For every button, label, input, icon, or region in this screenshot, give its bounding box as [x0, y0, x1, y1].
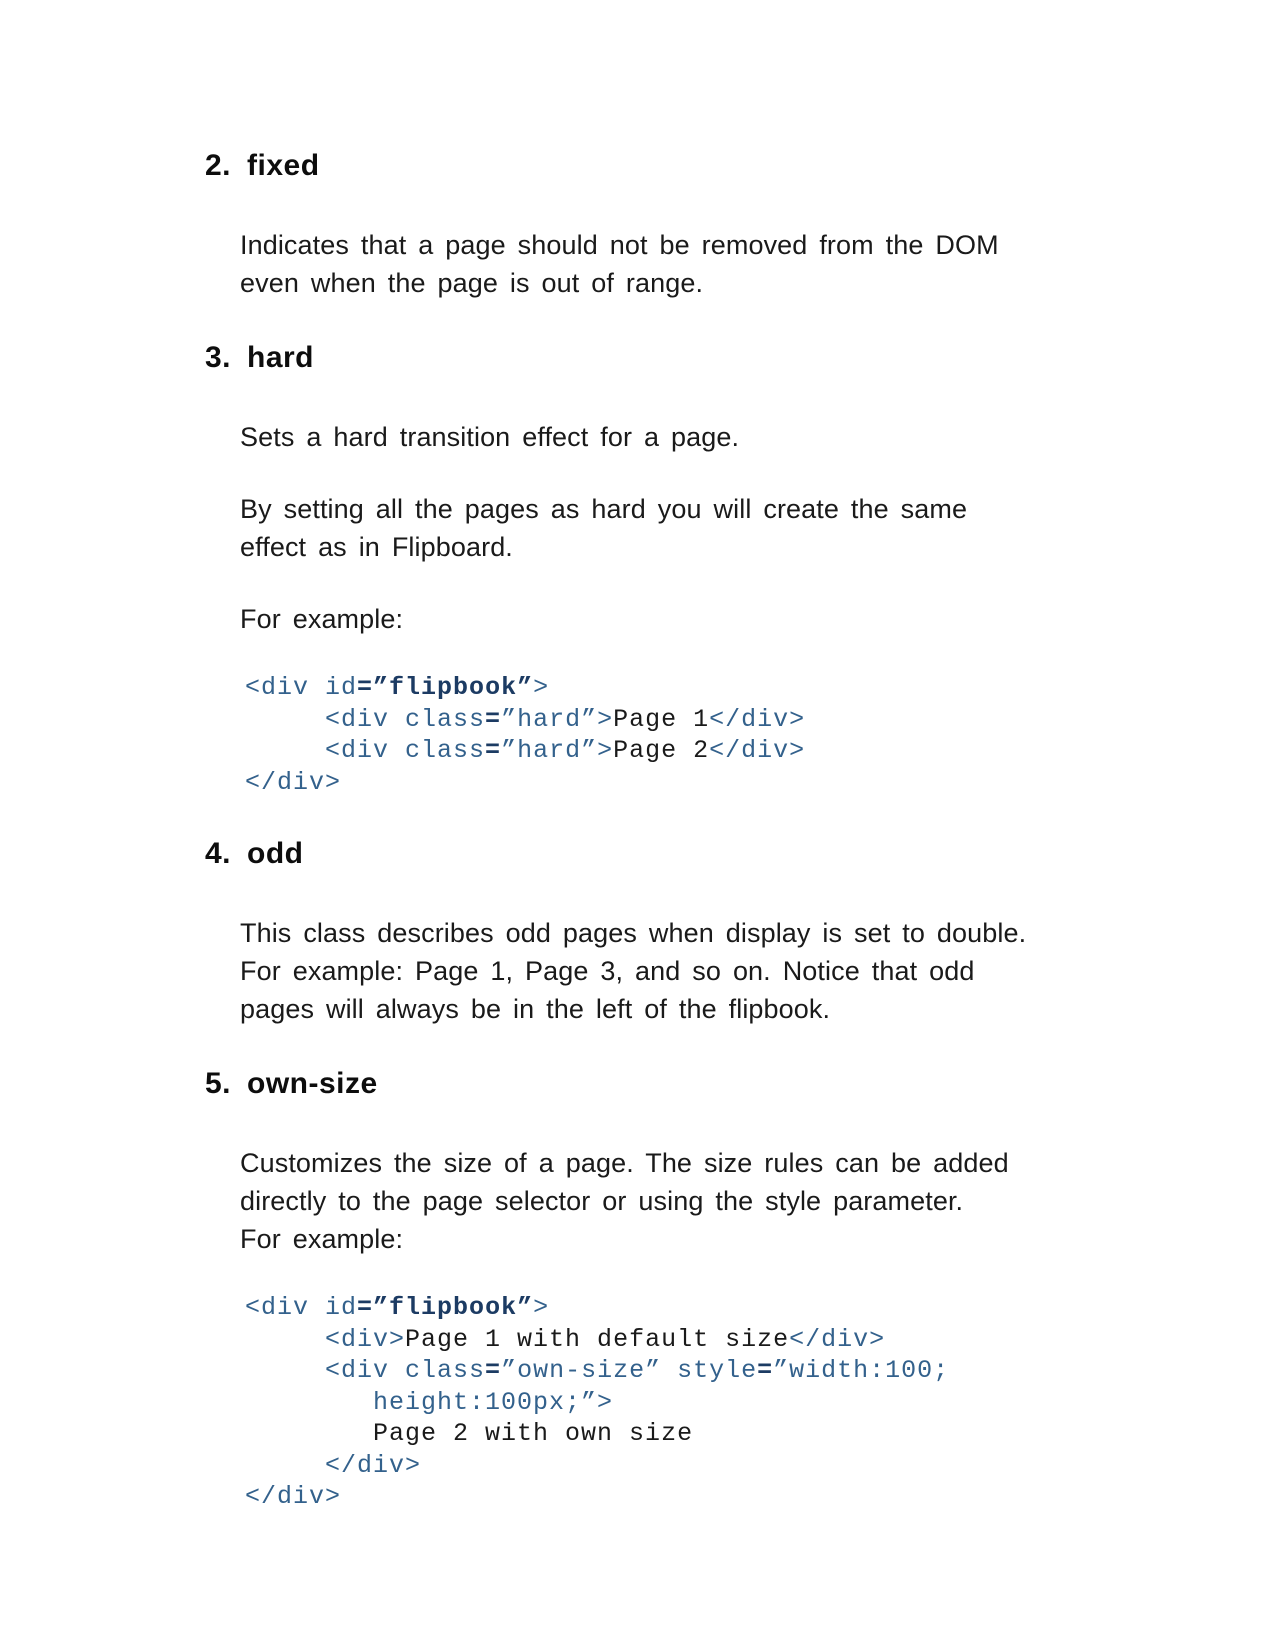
section-heading	[205, 148, 1125, 184]
code-token: Page 1 with default size	[405, 1324, 790, 1354]
code-line	[245, 1324, 1125, 1356]
code-token: <div id	[245, 673, 358, 702]
text-line: For example: Page 1, Page 3, and so on. Notice that odd	[240, 956, 975, 986]
code-token: ”flipbook”	[373, 673, 534, 702]
code-token: =	[357, 673, 374, 702]
code-token: <div class	[245, 1356, 486, 1385]
section-title: hard	[247, 341, 315, 374]
text-line: Sets a hard transition effect for a page.	[240, 422, 740, 452]
section-title: odd	[247, 837, 304, 870]
code-token: <div class	[245, 704, 486, 734]
code-block	[245, 672, 1125, 798]
code-line	[245, 672, 1125, 704]
section-title: fixed	[247, 149, 320, 182]
paragraph	[240, 1144, 1125, 1258]
section-fixed	[205, 148, 1125, 302]
code-token: Page 2	[613, 736, 710, 765]
code-token: Page 1	[613, 704, 710, 734]
code-token: <div>	[245, 1324, 406, 1354]
section-hard	[205, 340, 1125, 798]
text-line: Customizes the size of a page. The size rules can be added	[240, 1148, 1009, 1178]
code-line	[245, 1355, 1125, 1387]
code-line	[245, 767, 1125, 799]
paragraph	[240, 226, 1125, 302]
text-line: directly to the page selector or using the style parameter.	[240, 1186, 964, 1216]
paragraph	[240, 418, 1125, 456]
code-token: =	[485, 736, 502, 765]
text-line: effect as in Flipboard.	[240, 532, 513, 562]
section-heading	[205, 836, 1125, 872]
code-line	[245, 1387, 1125, 1419]
code-line	[245, 1292, 1125, 1324]
paragraph	[240, 490, 1125, 566]
code-token: <div class	[245, 736, 486, 765]
code-line	[245, 1450, 1125, 1482]
text-line: For example:	[240, 604, 404, 634]
code-token: >	[533, 673, 550, 702]
code-token: ”width:100;	[773, 1356, 950, 1385]
code-token: >	[533, 1293, 550, 1322]
code-token: =	[485, 1356, 502, 1385]
code-token: =	[485, 704, 502, 734]
section-number: 5.	[205, 1067, 232, 1100]
code-line	[245, 704, 1125, 736]
section-number: 4.	[205, 837, 232, 870]
code-token: </div>	[245, 1482, 342, 1511]
code-token: </div>	[789, 1324, 886, 1354]
code-token: ”hard”>	[501, 736, 614, 765]
code-line	[245, 1418, 1125, 1450]
code-token: =	[757, 1356, 774, 1385]
code-token: </div>	[245, 1450, 422, 1480]
code-token: <div id	[245, 1293, 358, 1322]
text-line: This class describes odd pages when display is set to double.	[240, 918, 1027, 948]
code-block	[245, 1292, 1125, 1513]
code-token: </div>	[245, 767, 342, 797]
text-line: even when the page is out of range.	[240, 268, 704, 298]
section-number: 2.	[205, 149, 232, 182]
text-line: pages will always be in the left of the flipbook.	[240, 994, 831, 1024]
section-odd	[205, 836, 1125, 1028]
code-line	[245, 735, 1125, 767]
section-heading	[205, 1066, 1125, 1102]
code-token: </div>	[709, 736, 806, 765]
section-title: own-size	[247, 1067, 378, 1100]
section-own-size	[205, 1066, 1125, 1513]
code-token: ”flipbook”	[373, 1293, 534, 1322]
paragraph	[240, 600, 1125, 638]
code-token: Page 2 with own size	[245, 1419, 694, 1448]
code-token: height:100px;”>	[245, 1387, 614, 1417]
code-token: ”hard”>	[501, 704, 614, 734]
text-line: For example:	[240, 1224, 404, 1254]
text-line: Indicates that a page should not be removed from the DOM	[240, 230, 999, 260]
code-token: =	[357, 1293, 374, 1322]
section-number: 3.	[205, 341, 232, 374]
code-line	[245, 1481, 1125, 1513]
code-token: </div>	[709, 704, 806, 734]
paragraph	[240, 914, 1125, 1028]
code-token: ”own-size” style	[501, 1356, 758, 1385]
section-heading	[205, 340, 1125, 376]
text-line: By setting all the pages as hard you will create the same	[240, 494, 968, 524]
